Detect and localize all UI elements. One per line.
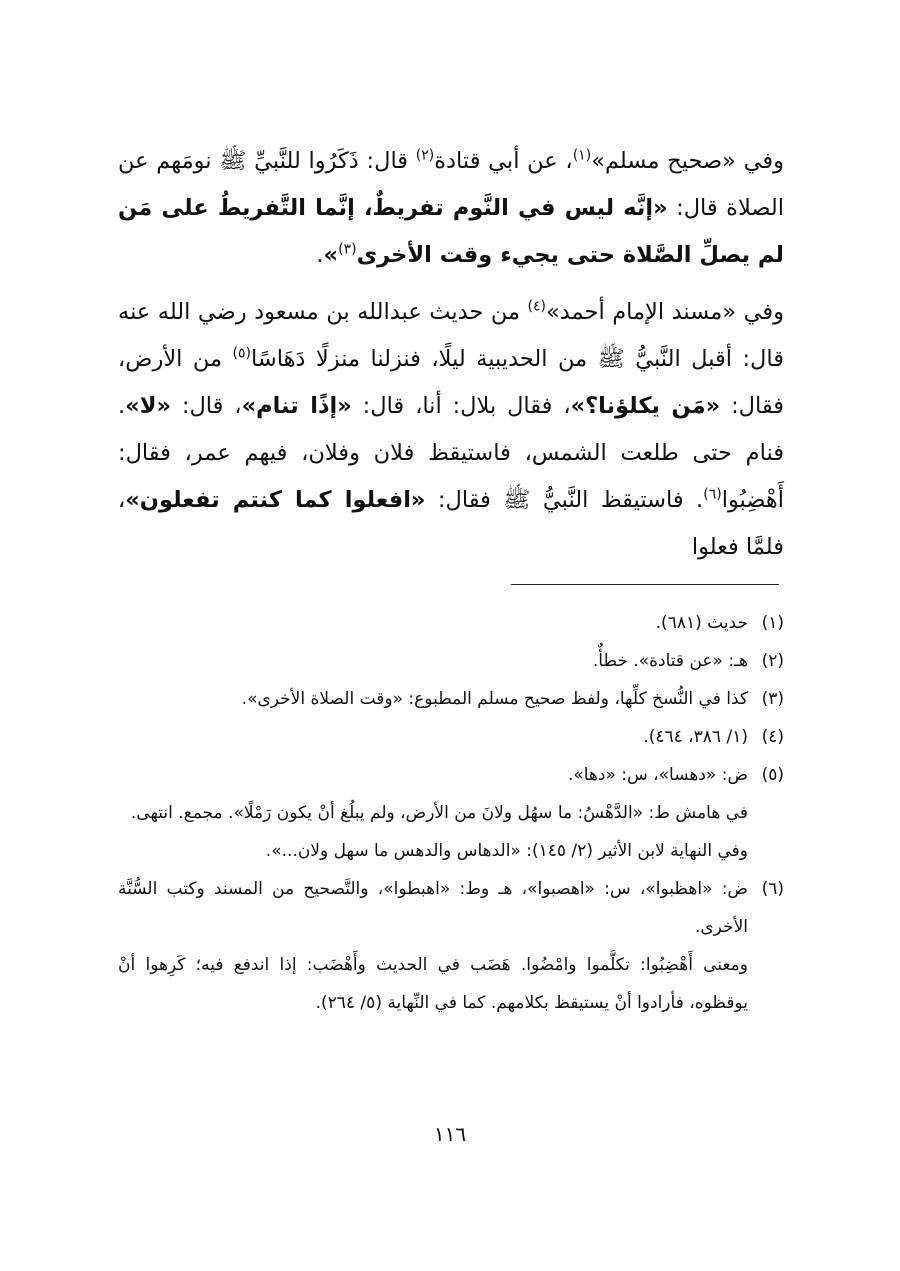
- footnote-text: ض: «دهسا»، س: «دها».: [567, 765, 748, 785]
- footnote-number: (١): [761, 613, 784, 633]
- paragraph: [118, 289, 784, 571]
- text-segment: ، فلمَّا فعلوا: [118, 487, 784, 560]
- footnote-ref: (١): [572, 147, 592, 164]
- main-text: [118, 138, 784, 571]
- footnote-ref: (٤): [527, 298, 546, 315]
- footnote-separator: [511, 584, 779, 585]
- footnote-number: (٥): [761, 765, 784, 785]
- page-number: ١١٦: [433, 1122, 467, 1146]
- footnote-ref: (٣): [338, 241, 357, 258]
- footnote: [118, 718, 784, 756]
- footnote: [118, 680, 784, 718]
- footnote: [118, 756, 784, 794]
- footnote-continuation: في هامش ط: «الدَّهْسُ: ما سهُل ولانَ من الأرض، ولم يبلُغ أنْ يكون رَمْلًا». مجمع. انتهى.: [130, 803, 748, 823]
- hadith-quote: «إنَّه ليس في النَّوم تفريطٌ، إنَّما التَّفريطُ على مَن لم يصلِّ الصَّلاة حتى يجيء وقت الأخرى: [118, 195, 784, 268]
- hadith-quote: »: [323, 242, 339, 268]
- footnote-text: كذا في النُّسخ كلِّها، ولفظ صحيح مسلم المطبوع: «وقت الصلاة الأخرى».: [241, 689, 748, 709]
- text-segment: قال: ذَكَرُوا للنَّبيِّ ﷺ نومَهم عن الصلاة قال:: [118, 148, 784, 221]
- text-segment: ، قال:: [170, 393, 242, 419]
- text-segment: ، فقال بلال: أنا، قال:: [351, 393, 571, 419]
- hadith-quote: «إذًا تنام»: [241, 393, 352, 419]
- footnote-number: (٣): [761, 689, 784, 709]
- footnote-continuation: ومعنى أَهْضِبُوا: تكلَّموا وامْضُوا. هَضَب في الحديث وأَهْضَب: إذا اندفع فيه؛ كَرِهوا أنْ يوقظوه، فأرادوا أنْ يستيقظ بكلامهم. كما في النِّهاية (٥/ ٢٦٤).: [118, 955, 748, 1013]
- footnote-number: (٤): [761, 727, 784, 747]
- paragraph: [118, 138, 784, 279]
- footnote-ref: (٦): [703, 486, 722, 503]
- text-segment: . فاستيقظ النَّبيُّ ﷺ فقال:: [425, 487, 704, 513]
- footnote-ref: (٥): [232, 345, 251, 362]
- hadith-quote: «افعلوا كما كنتم تفعلون»: [125, 487, 426, 513]
- footnote: [118, 604, 784, 642]
- footnote-number: (٢): [761, 651, 784, 671]
- footnote: [118, 642, 784, 680]
- footnote-text: حديث (٦٨١).: [655, 613, 748, 633]
- text-segment: .: [316, 242, 324, 268]
- footnote-continuation: وفي النهاية لابن الأثير (٢/ ١٤٥): «الدهاس والدهس ما سهل ولان...».: [265, 841, 748, 861]
- footnotes: [118, 604, 784, 1022]
- text-segment: ، عن أبي قتادة: [434, 148, 573, 174]
- footnote-number: (٦): [761, 879, 784, 899]
- hadith-quote: «مَن يكلؤنا؟»: [570, 393, 721, 419]
- footnote-text: هـ: «عن قتادة». خطأٌ.: [592, 651, 748, 671]
- text-segment: وفي «مسند الإمام أحمد»: [545, 299, 784, 325]
- footnote-text: (١/ ٣٨٦، ٤٦٤).: [643, 727, 748, 747]
- footnote-ref: (٢): [415, 147, 435, 164]
- text-segment: وفي «صحيح مسلم»: [591, 148, 785, 174]
- text-segment: من الأرض، فقال:: [118, 346, 784, 419]
- footnote-text: ض: «اهظبوا»، س: «اهصبوا»، هـ وط: «اهبطوا»، والتَّصحيح من المسند وكتب السُّنَّة الأخرى.: [118, 879, 748, 937]
- text-segment: . فنام حتى طلعت الشمس، فاستيقظ فلان وفلان، فيهم عمر، فقال: أَهْضِبُوا: [118, 393, 784, 513]
- footnote: [118, 870, 784, 946]
- hadith-quote: «لا»: [125, 393, 171, 419]
- text-segment: من حديث عبدالله بن مسعود رضي الله عنه قال: أقبل النَّبيُّ ﷺ من الحديبية ليلًا، فنزلنا منزلًا دَهَاسًا: [118, 299, 785, 372]
